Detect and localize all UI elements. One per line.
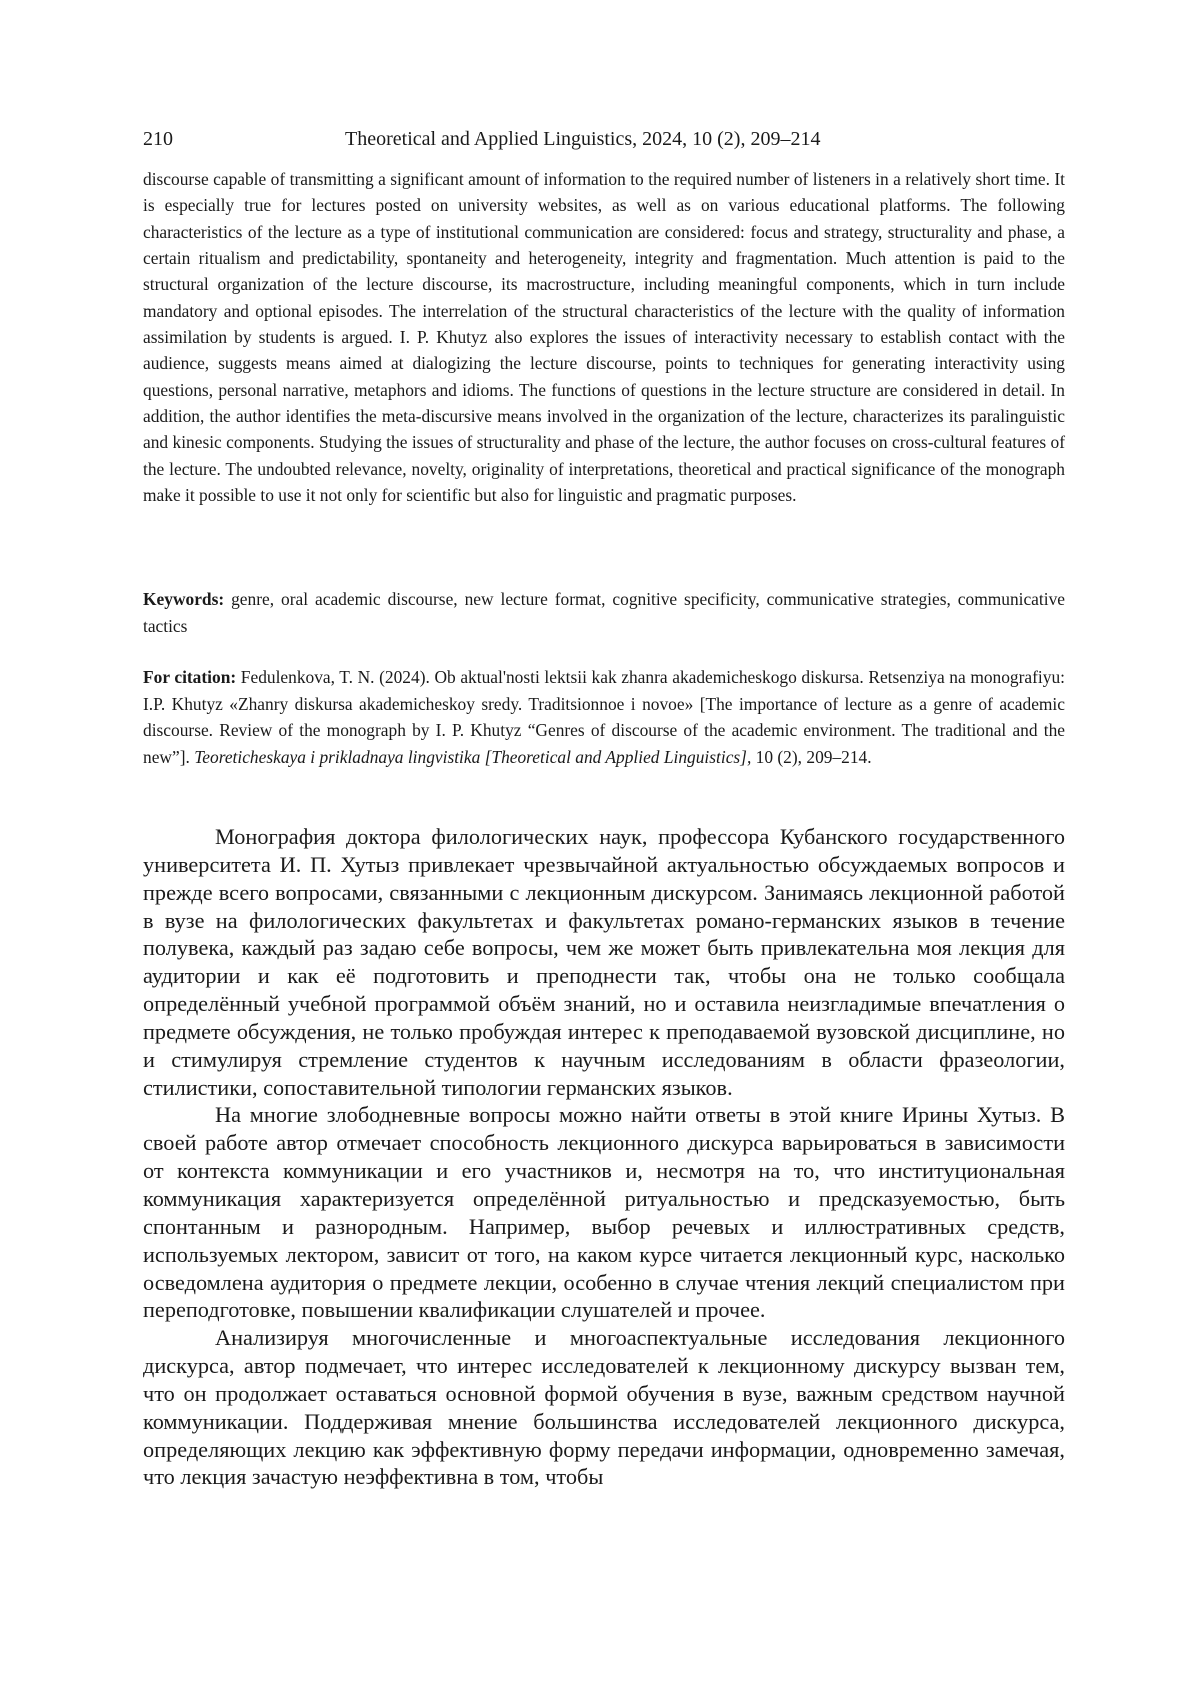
body-paragraph: Анализируя многочисленные и многоаспектуальные исследования лекционного дискурса, автор подмечает, что интерес исследователей к лекционному дискурсу вызван тем, что он продолжает оставаться основной формой обучения в вузе, важным средством научной коммуникации. Поддерживая мнение большинства исследователей лекционного дискурса, определяющих лекцию как эффективную форму передачи информации, одновременно замечая, что лекция зачастую неэффективна в том, чтобы [143, 1325, 1065, 1490]
citation-label: For citation: [143, 667, 237, 687]
body-paragraph: На многие злободневные вопросы можно найти ответы в этой книге Ирины Хутыз. В своей работе автор отмечает способность лекционного дискурса варьироваться в зависимости от контекста коммуникации и его участников и, несмотря на то, что институциональная коммуникация характеризуется определённой ритуальностью и предсказуемостью, быть спонтанным и разнородным. Например, выбор речевых и иллюстративных средств, используемых лектором, зависит от того, на каком курсе читается лекционный курс, насколько осведомлена аудитория о предмете лекции, особенно в случае чтения лекций специалистом при переподготовке, повышении квалификации слушателей и прочее. [143, 1102, 1065, 1323]
page-number: 210 [143, 128, 173, 150]
body-text [143, 823, 1065, 1491]
citation [143, 664, 1065, 770]
citation-text: Fedulenkova, T. N. (2024). Ob aktual'nosti lektsii kak zhanra akademicheskogo diskursa. Retsenziya na monografiyu: I.P. Khutyz «Zhanry diskursa akademicheskoy sredy. Traditsionnoe i novoe» [The importance of lecture as a genre of academic discourse. Review of the monograph by I. P. Khutyz “Genres of discourse of the academic environment. The traditional and the new”]. [143, 667, 1065, 767]
keywords-label: Keywords: [143, 589, 225, 609]
citation-pages: 10 (2), 209–214. [755, 746, 872, 767]
body-paragraph: Монография доктора филологических наук, профессора Кубанского государственного университета И. П. Хутыз привлекает чрезвычайной актуальностью обсуждаемых вопросов и прежде всего вопросами, связанными с лекционным дискурсом. Занимаясь лекционной работой в вузе на филологических факультетах и факультетах романо-германских языков в течение полувека, каждый раз задаю себе вопросы, чем же может быть привлекательна моя лекция для аудитории и как её подготовить и преподнести так, чтобы она не только сообщала определённый учебной программой объём знаний, но и оставила неизгладимые впечатления о предмете обсуждения, не только пробуждая интерес к преподаваемой вузовской дисциплине, но и стимулируя стремление студентов к научным исследованиям в области фразеологии, стилистики, сопоставительной типологии германских языков. [143, 824, 1065, 1100]
journal-reference: Theoretical and Applied Linguistics, 2024, 10 (2), 209–214 [345, 128, 821, 150]
running-header [143, 126, 1065, 152]
abstract-text: discourse capable of transmitting a significant amount of information to the required number of listeners in a relatively short time. It is especially true for lectures posted on university websites, as well as on various educational platforms. The following characteristics of the lecture as a type of institutional communication are considered: focus and strategy, structurality and phase, a certain ritualism and predictability, spontaneity and heterogeneity, integrity and fragmentation. Much attention is paid to the structural organization of the lecture discourse, its macrostructure, including meaningful components, which in turn include mandatory and optional episodes. The interrelation of the structural characteristics of the lecture with the quality of information assimilation by students is argued. I. P. Khutyz also explores the issues of interactivity necessary to establish contact with the audience, suggests means aimed at dialogizing the lecture discourse, points to techniques for generating interactivity using questions, personal narrative, metaphors and idioms. The functions of questions in the lecture structure are considered in detail. In addition, the author identifies the meta-discursive means involved in the organization of the lecture, characterizes its paralinguistic and kinesic components. Studying the issues of structurality and phase of the lecture, the author focuses on cross-cultural features of the lecture. The undoubted relevance, novelty, originality of interpretations, theoretical and practical significance of the monograph make it possible to use it not only for scientific but also for linguistic and pragmatic purposes. [143, 169, 1065, 506]
citation-journal: Teoreticheskaya i prikladnaya lingvistika [Theoretical and Applied Linguistics], [194, 746, 752, 767]
keywords-text: genre, oral academic discourse, new lecture format, cognitive specificity, communicative strategies, communicative tactics [143, 589, 1065, 636]
keywords [143, 586, 1065, 639]
